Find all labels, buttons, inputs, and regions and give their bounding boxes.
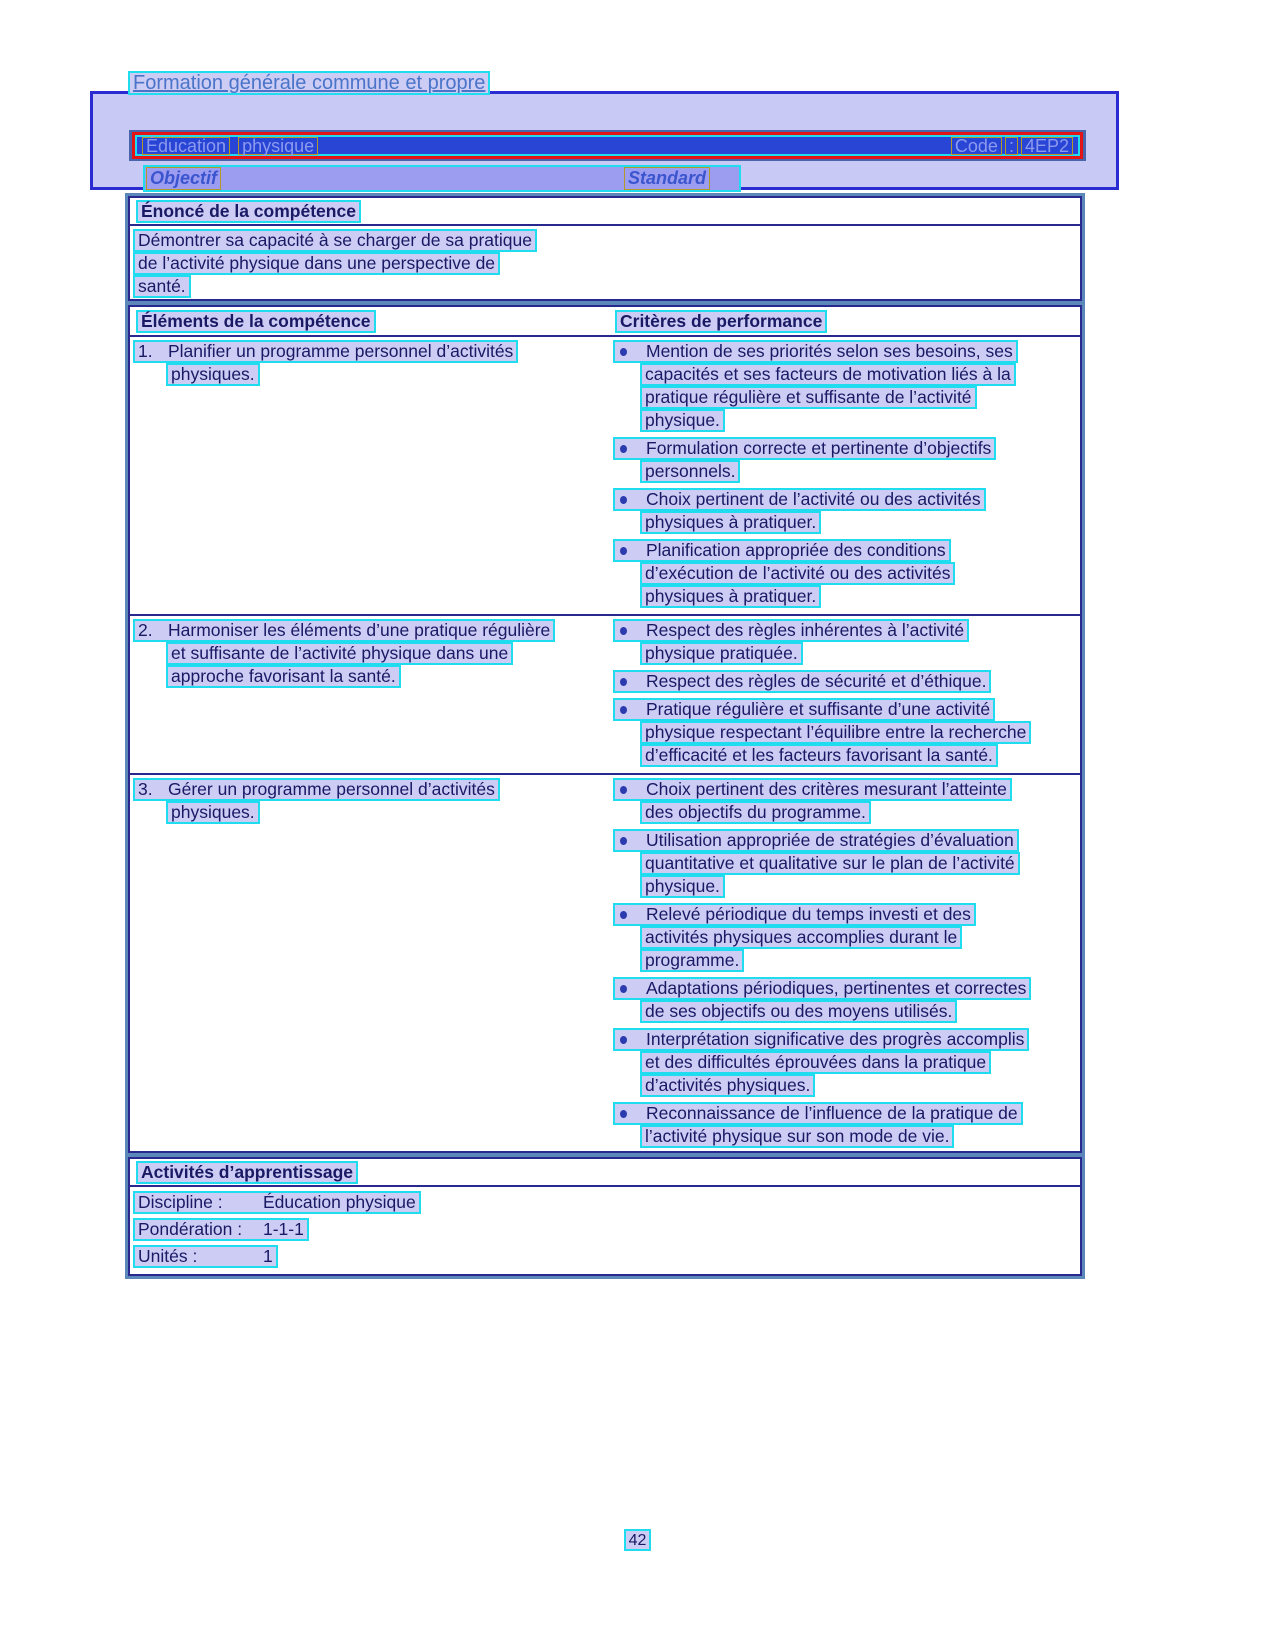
criterion-text-line: [613, 437, 1077, 460]
criterion-text-line: [640, 363, 1077, 386]
bullet-icon: [620, 786, 627, 794]
activities-field: [133, 1245, 1077, 1268]
field-value: 1-1-1: [263, 1219, 304, 1239]
criterion-text-line: [613, 829, 1077, 852]
activities-table: [128, 1157, 1082, 1276]
criteria-header: Critères de performance: [615, 310, 827, 333]
criterion-text-line: [640, 801, 1077, 824]
competence-row: [130, 616, 1080, 775]
highlight-box: Pratique régulière et suffisante d’une activité: [613, 698, 995, 721]
highlight-box: d’activités physiques.: [640, 1074, 815, 1097]
criterion-text-line: [640, 642, 1077, 665]
activities-field: [133, 1218, 1077, 1241]
criterion: [613, 340, 1077, 432]
criterion-text-line: [640, 949, 1077, 972]
highlight-box: et des difficultés éprouvées dans la pratique: [640, 1051, 991, 1074]
page-footer: [0, 1529, 1275, 1551]
formation-title: Formation générale commune et propre: [128, 71, 490, 95]
elements-criteria-table: [128, 305, 1082, 1153]
highlight-box: quantitative et qualitative sur le plan de l’activité: [640, 852, 1020, 875]
highlight-box: Relevé périodique du temps investi et des: [613, 903, 976, 926]
highlight-box: de ses objectifs ou des moyens utilisés.: [640, 1000, 957, 1023]
criterion-text-line: [613, 1102, 1077, 1125]
enonce-header-row: [130, 198, 1080, 226]
highlight-box: Choix pertinent de l’activité ou des activités: [613, 488, 986, 511]
item-number: 2.: [138, 620, 153, 640]
criterion: [613, 1102, 1077, 1148]
element-cell: [133, 340, 613, 386]
highlight-box: physiques.: [166, 801, 260, 824]
criterion-text-line: [640, 409, 1077, 432]
bullet-icon: [620, 445, 627, 453]
highlight-box: 3. Gérer un programme personnel d’activités: [133, 778, 500, 801]
bullet-icon: [620, 911, 627, 919]
criterion: [613, 778, 1077, 824]
bullet-icon: [620, 706, 627, 714]
elements-criteria-header-row: [130, 307, 1080, 337]
activities-field: [133, 1191, 1077, 1214]
bullet-icon: [620, 1110, 627, 1118]
highlight-box: physique respectant l’équilibre entre la recherche: [640, 721, 1031, 744]
bullet-icon: [620, 627, 627, 635]
competence-row: [130, 775, 1080, 1151]
highlight-box: Mention de ses priorités selon ses besoins, ses: [613, 340, 1018, 363]
highlight-box: l’activité physique sur son mode de vie.: [640, 1125, 954, 1148]
enonce-body: [130, 226, 1080, 299]
highlight-box: Utilisation appropriée de stratégies d’évaluation: [613, 829, 1019, 852]
bullet-icon: [620, 678, 627, 686]
criterion-text-line: [613, 340, 1077, 363]
criterion-text-line: [613, 619, 1077, 642]
highlight-box: 2. Harmoniser les éléments d’une pratique régulière: [133, 619, 555, 642]
criterion-text-line: [640, 721, 1077, 744]
criterion-text-line: [613, 1028, 1077, 1051]
highlight-box: approche favorisant la santé.: [166, 665, 401, 688]
element-text-line: [166, 801, 613, 824]
elements-criteria-rows: [130, 337, 1080, 1151]
highlight-box: 1. Planifier un programme personnel d’activités: [133, 340, 518, 363]
criterion: [613, 698, 1077, 767]
highlight-box: Démontrer sa capacité à se charger de sa pratique: [133, 229, 537, 252]
highlight-box: physiques à pratiquer.: [640, 511, 821, 534]
highlight-box: Formulation correcte et pertinente d’objectifs: [613, 437, 996, 460]
activities-header-row: [130, 1159, 1080, 1187]
highlight-box: physiques à pratiquer.: [640, 585, 821, 608]
criterion-text-line: [640, 1074, 1077, 1097]
activities-title: Activités d’apprentissage: [136, 1161, 358, 1184]
objectif-standard-panel: [90, 91, 1119, 190]
enonce-title: Énoncé de la compétence: [136, 200, 361, 223]
highlight-box: programme.: [640, 949, 744, 972]
elements-header: Éléments de la compétence: [136, 310, 376, 333]
highlight-box: capacités et ses facteurs de motivation liés à la: [640, 363, 1016, 386]
highlight-box: personnels.: [640, 460, 740, 483]
text-line: [133, 252, 1077, 275]
criterion: [613, 977, 1077, 1023]
field-label: Discipline :: [138, 1192, 223, 1212]
criterion-text-line: [640, 562, 1077, 585]
criterion-text-line: [640, 1051, 1077, 1074]
text-line: [133, 275, 1077, 298]
field-label: Unités :: [138, 1246, 198, 1266]
standard-heading: Standard: [624, 167, 710, 190]
criterion: [613, 488, 1077, 534]
criterion-text-line: [640, 1125, 1077, 1148]
objectif-heading: Objectif: [146, 167, 221, 190]
criterion-text-line: [613, 670, 1077, 693]
highlight-box: de l’activité physique dans une perspective de: [133, 252, 500, 275]
criterion-text-line: [640, 386, 1077, 409]
competence-row: [130, 337, 1080, 616]
subject-banner: [129, 130, 1086, 161]
element-text-line: [166, 642, 613, 665]
code-label: Code: [951, 137, 1002, 155]
criterion-text-line: [640, 852, 1077, 875]
subject-name: [142, 137, 318, 155]
element-text-line: [133, 340, 613, 363]
bullet-icon: [620, 985, 627, 993]
criterion: [613, 903, 1077, 972]
criterion-text-line: [640, 926, 1077, 949]
criterion-text-line: [640, 875, 1077, 898]
element-text-line: [166, 363, 613, 386]
text-line: [133, 229, 1077, 252]
criterion-text-line: [613, 698, 1077, 721]
highlight-box: Adaptations périodiques, pertinentes et correctes: [613, 977, 1031, 1000]
criterion-text-line: [613, 977, 1077, 1000]
highlight-box: santé.: [133, 275, 191, 298]
criterion: [613, 1028, 1077, 1097]
subject-banner-inner: [135, 135, 1080, 156]
criterion-text-line: [640, 460, 1077, 483]
criterion-text-line: [613, 778, 1077, 801]
subject-code: [951, 137, 1073, 155]
highlight-box: [133, 1218, 309, 1241]
criterion: [613, 437, 1077, 483]
bullet-icon: [620, 348, 627, 356]
highlight-box: [133, 1245, 278, 1268]
criterion-text-line: [613, 488, 1077, 511]
field-value: 1: [263, 1246, 273, 1266]
criterion: [613, 539, 1077, 608]
code-separator: :: [1005, 137, 1018, 155]
item-number: 1.: [138, 341, 153, 361]
code-value: 4EP2: [1021, 137, 1073, 155]
bullet-icon: [620, 1036, 627, 1044]
criteria-cell: [613, 619, 1077, 767]
highlight-box: Reconnaissance de l’influence de la pratique de: [613, 1102, 1023, 1125]
highlight-box: physique.: [640, 875, 725, 898]
subject-banner-frame: [132, 132, 1083, 159]
highlight-box: Respect des règles inhérentes à l’activité: [613, 619, 969, 642]
element-text-line: [166, 665, 613, 688]
objectif-standard-row: [143, 165, 741, 192]
bullet-icon: [620, 547, 627, 555]
criterion: [613, 829, 1077, 898]
highlight-box: activités physiques accomplies durant le: [640, 926, 962, 949]
highlight-box: physiques.: [166, 363, 260, 386]
highlight-box: physique.: [640, 409, 725, 432]
element-text-line: [133, 778, 613, 801]
highlight-box: Respect des règles de sécurité et d’éthique.: [613, 670, 991, 693]
activities-body: [130, 1187, 1080, 1274]
highlight-box: physique pratiquée.: [640, 642, 803, 665]
highlight-box: Planification appropriée des conditions: [613, 539, 951, 562]
element-cell: [133, 778, 613, 824]
criterion: [613, 670, 1077, 693]
field-value: Éducation physique: [263, 1192, 416, 1212]
subject-word: physique: [238, 137, 318, 155]
highlight-box: [133, 1191, 421, 1214]
criterion-text-line: [640, 744, 1077, 767]
highlight-box: d’exécution de l’activité ou des activités: [640, 562, 955, 585]
item-number: 3.: [138, 779, 153, 799]
element-text-line: [133, 619, 613, 642]
criterion-text-line: [640, 511, 1077, 534]
highlight-box: Choix pertinent des critères mesurant l’atteinte: [613, 778, 1012, 801]
element-cell: [133, 619, 613, 688]
criteria-cell: [613, 778, 1077, 1148]
subject-word: Éducation: [142, 137, 230, 155]
criterion-text-line: [640, 1000, 1077, 1023]
bullet-icon: [620, 837, 627, 845]
criterion-text-line: [640, 585, 1077, 608]
highlight-box: d’efficacité et les facteurs favorisant la santé.: [640, 744, 998, 767]
page-number: 42: [624, 1529, 652, 1551]
criterion-text-line: [613, 539, 1077, 562]
enonce-table: [128, 196, 1082, 301]
criteria-cell: [613, 340, 1077, 608]
highlight-box: pratique régulière et suffisante de l’activité: [640, 386, 977, 409]
bullet-icon: [620, 496, 627, 504]
highlight-box: et suffisante de l’activité physique dans une: [166, 642, 513, 665]
criterion-text-line: [613, 903, 1077, 926]
field-label: Pondération :: [138, 1219, 243, 1239]
highlight-box: Interprétation significative des progrès accomplis: [613, 1028, 1029, 1051]
criterion: [613, 619, 1077, 665]
highlight-box: des objectifs du programme.: [640, 801, 871, 824]
